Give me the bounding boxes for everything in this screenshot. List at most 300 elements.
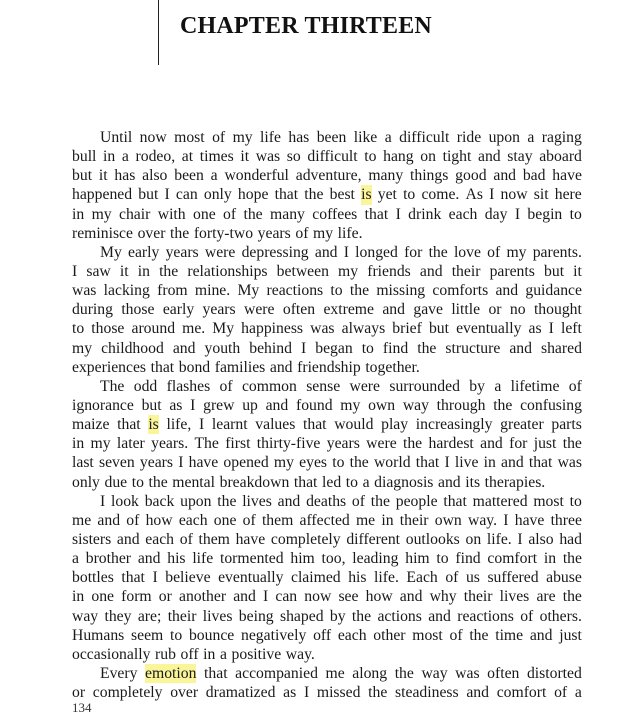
word: was <box>310 320 335 338</box>
word: missed <box>316 684 361 702</box>
word: I <box>517 530 523 548</box>
word: being <box>238 607 274 625</box>
word: in <box>72 588 85 606</box>
word: the <box>428 243 448 261</box>
word: hardest <box>428 435 474 453</box>
word: how <box>145 511 173 529</box>
word: wonderful <box>224 167 289 185</box>
word: life. <box>374 569 399 587</box>
word: another <box>179 588 227 606</box>
word: others. <box>539 607 582 625</box>
word: those <box>121 301 155 319</box>
word: like <box>353 129 378 146</box>
word: but <box>72 167 93 185</box>
word: most <box>533 492 564 510</box>
word: to <box>131 473 144 491</box>
word: the <box>159 262 179 280</box>
word: comforts <box>432 282 489 300</box>
word: one <box>193 205 216 223</box>
word: mental <box>172 473 215 491</box>
word: and <box>265 396 289 414</box>
word: no <box>509 301 526 319</box>
word: way. <box>468 511 498 529</box>
word: the <box>349 282 370 300</box>
word: difficult <box>307 148 358 166</box>
word: why <box>429 588 457 606</box>
word: years <box>326 435 360 453</box>
word: the <box>370 492 390 510</box>
word: affected <box>299 511 350 529</box>
word: of <box>219 377 233 395</box>
word: along <box>352 664 388 682</box>
word: most <box>412 626 443 644</box>
highlighted-word: is <box>148 416 159 434</box>
word: or <box>72 684 86 702</box>
word: own <box>434 511 462 529</box>
word: the <box>349 454 369 472</box>
text-line <box>72 607 582 626</box>
word: time <box>495 626 524 644</box>
word: aboard <box>539 148 582 166</box>
word: Each <box>406 569 438 587</box>
word: begin <box>527 205 563 223</box>
word: and <box>314 243 338 261</box>
word: brother <box>85 550 132 568</box>
word: and <box>509 339 532 357</box>
word: little <box>451 301 481 319</box>
word: eventually <box>456 320 522 338</box>
word: were <box>366 435 397 453</box>
word: upon <box>180 492 212 510</box>
word: have <box>552 167 582 185</box>
page-number: 134 <box>72 700 92 715</box>
word: to <box>72 320 85 338</box>
word: and <box>438 473 461 491</box>
word: negatively <box>240 626 307 644</box>
word: to <box>403 186 416 204</box>
word: of <box>520 607 534 625</box>
word: find <box>382 339 409 357</box>
word: only <box>203 186 232 204</box>
word: friends <box>367 262 411 280</box>
word: and <box>269 358 293 376</box>
word: families <box>214 358 266 376</box>
word: in <box>483 454 496 472</box>
word: raging <box>541 129 582 146</box>
word: bull <box>72 148 97 166</box>
word: a <box>219 645 227 663</box>
word: world <box>373 454 411 472</box>
word: My <box>237 282 260 300</box>
word: just <box>559 626 582 644</box>
word: greater <box>500 416 544 434</box>
word: to <box>569 492 582 510</box>
word: my <box>338 262 359 280</box>
word: saw <box>86 262 111 280</box>
word: difficult <box>399 129 450 146</box>
word: and <box>399 588 423 606</box>
word: adventure, <box>295 167 362 185</box>
word: mine. <box>194 282 231 300</box>
word: me <box>355 511 376 529</box>
word: reactions <box>457 607 514 625</box>
word: I <box>548 320 554 338</box>
word: that <box>121 569 145 587</box>
word: years <box>139 454 173 472</box>
word: parents. <box>532 243 582 261</box>
word: had <box>559 530 582 548</box>
word: lacking <box>103 282 150 300</box>
word: him <box>290 550 315 568</box>
word: eyes <box>299 454 328 472</box>
word: deaths <box>306 492 347 510</box>
word: in <box>543 550 557 568</box>
word: to <box>330 282 343 300</box>
word: at <box>181 148 194 166</box>
word: steadiness <box>395 684 459 702</box>
word: his <box>348 569 367 587</box>
word: thought <box>533 301 582 319</box>
word: the <box>394 664 414 682</box>
word: the <box>562 550 582 568</box>
word: was <box>72 282 97 300</box>
text-line <box>72 626 582 645</box>
word: abuse <box>546 569 582 587</box>
word: on <box>420 148 436 166</box>
word: lives <box>499 588 530 606</box>
word: have <box>235 530 266 548</box>
word: see <box>338 588 359 606</box>
word: for <box>509 435 528 453</box>
word: of <box>179 530 193 548</box>
word: and <box>428 607 451 625</box>
body-text <box>72 128 582 702</box>
word: a <box>527 129 535 146</box>
word: increasingly <box>415 416 493 434</box>
word: breakdown <box>219 473 290 491</box>
word: the <box>148 473 168 491</box>
highlighted-word: is <box>361 186 372 204</box>
word: of <box>554 684 568 702</box>
word: always <box>341 320 386 338</box>
word: me <box>325 664 345 682</box>
word: it <box>573 262 582 280</box>
word: friendship <box>297 358 361 376</box>
word: to <box>170 626 183 644</box>
word: but <box>141 396 162 414</box>
word: from <box>157 282 188 300</box>
word: ignorance <box>72 396 134 414</box>
word: I <box>303 684 310 702</box>
word: of <box>223 205 237 223</box>
word: surrounded <box>389 377 460 395</box>
word: them <box>198 530 230 548</box>
word: each <box>448 205 478 223</box>
word: of <box>487 243 501 261</box>
word: depressing <box>241 243 309 261</box>
word: lives <box>202 607 233 625</box>
word: a <box>494 377 502 395</box>
word: lifetime <box>510 377 560 395</box>
word: people <box>395 492 438 510</box>
word: were <box>349 377 380 395</box>
word: lives <box>242 492 272 510</box>
word: can <box>275 588 298 606</box>
word: their <box>451 262 481 280</box>
word: way <box>402 396 429 414</box>
word: seem <box>131 626 164 644</box>
word: are <box>536 588 556 606</box>
word: behind <box>249 339 292 357</box>
word: most <box>174 129 205 146</box>
word: therapies. <box>484 473 546 491</box>
word: extreme <box>323 301 374 319</box>
text-line <box>72 166 582 185</box>
word: the <box>402 435 423 453</box>
word: I <box>503 511 509 529</box>
word: that <box>303 416 327 434</box>
word: bad <box>522 167 546 185</box>
word: eventually <box>218 569 284 587</box>
word: shaped <box>279 607 324 625</box>
text-line <box>72 530 582 549</box>
word: to <box>364 148 377 166</box>
word: good <box>455 167 487 185</box>
word: it <box>240 148 250 166</box>
word: by <box>329 607 346 625</box>
word: bottles <box>72 569 114 587</box>
word: confusing <box>520 396 582 414</box>
word: way. <box>285 645 315 663</box>
word: rub <box>155 645 176 663</box>
word: often <box>487 664 520 682</box>
word: been <box>174 167 204 185</box>
word: us <box>465 569 480 587</box>
word: outlooks <box>405 530 460 548</box>
word: odd <box>133 377 158 395</box>
word: my <box>313 224 334 242</box>
word: missing <box>376 282 426 300</box>
word: my <box>506 243 527 261</box>
word: its <box>465 473 481 491</box>
word: hang <box>383 148 414 166</box>
word: the <box>562 588 582 606</box>
word: together. <box>365 358 420 376</box>
text-line <box>72 185 582 204</box>
word: distorted <box>526 664 582 682</box>
word: just <box>533 435 557 453</box>
word: my <box>340 396 361 414</box>
word: in <box>137 262 150 280</box>
word: The <box>100 377 125 395</box>
word: I <box>72 262 78 280</box>
word: in <box>103 148 116 166</box>
word: learnt <box>211 416 248 434</box>
word: life. <box>337 224 363 242</box>
word: it <box>119 262 129 280</box>
word: tight <box>442 148 472 166</box>
word: me <box>72 511 92 529</box>
word: the <box>217 492 237 510</box>
word: their <box>463 588 493 606</box>
word: to <box>345 473 358 491</box>
word: due <box>104 473 128 491</box>
word: that <box>117 416 141 434</box>
word: first <box>225 435 251 453</box>
word: ride <box>456 129 482 146</box>
word: tormented <box>219 550 284 568</box>
word: I <box>514 205 521 223</box>
word: look <box>111 492 139 510</box>
word: own <box>368 396 396 414</box>
word: different <box>346 530 401 548</box>
word: of <box>449 626 463 644</box>
word: can <box>175 186 198 204</box>
word: also <box>142 167 168 185</box>
word: upon <box>488 129 520 146</box>
word: years <box>165 243 199 261</box>
word: The <box>194 435 219 453</box>
word: many <box>270 205 305 223</box>
word: have <box>514 511 545 529</box>
word: but <box>138 186 159 204</box>
text-line <box>72 453 582 472</box>
word: also <box>528 530 554 548</box>
word: began <box>315 339 353 357</box>
word: rodeo, <box>135 148 176 166</box>
word: life <box>260 129 281 146</box>
word: the <box>469 626 489 644</box>
word: forty-two <box>193 224 254 242</box>
text-line <box>72 568 582 587</box>
word: my <box>91 205 112 223</box>
word: suffered <box>487 569 539 587</box>
word: find <box>455 550 481 568</box>
word: a <box>362 473 370 491</box>
word: I <box>262 588 269 606</box>
word: stay <box>507 148 533 166</box>
word: years. <box>151 435 189 453</box>
word: other <box>373 626 406 644</box>
word: times <box>199 148 234 166</box>
word: relationships <box>187 262 268 280</box>
word: that <box>415 454 440 472</box>
word: would <box>334 416 374 434</box>
word: brief <box>392 320 422 338</box>
word: I <box>343 243 349 261</box>
word: a <box>574 684 582 702</box>
word: values <box>255 416 296 434</box>
text-line <box>72 262 582 281</box>
word: but <box>544 262 565 280</box>
word: day <box>484 205 508 223</box>
word: chair <box>119 205 151 223</box>
word: led <box>322 473 342 491</box>
word: to <box>332 454 345 472</box>
word: seven <box>98 454 135 472</box>
word: as <box>169 396 183 414</box>
word: often <box>282 301 316 319</box>
word: was <box>455 664 480 682</box>
word: each <box>178 511 208 529</box>
word: been <box>316 129 347 146</box>
word: my <box>72 339 93 357</box>
text-line <box>72 645 582 664</box>
word: back <box>144 492 175 510</box>
word: a <box>121 148 129 166</box>
word: that <box>364 205 389 223</box>
text-line <box>72 683 582 702</box>
word: left <box>560 320 582 338</box>
word: I <box>164 186 170 204</box>
word: and <box>382 301 405 319</box>
word: dramatized <box>205 684 276 702</box>
word: of <box>242 511 256 529</box>
word: a <box>384 129 392 146</box>
word: of <box>126 511 140 529</box>
word: him <box>405 550 430 568</box>
word: to <box>569 205 582 223</box>
word: I <box>489 186 495 204</box>
word: and <box>466 684 489 702</box>
word: life. <box>486 530 512 548</box>
text-line <box>72 415 582 434</box>
word: happiness <box>241 320 304 338</box>
word: way <box>72 607 99 625</box>
text-line <box>72 587 582 606</box>
word: structure <box>445 339 501 357</box>
word: and <box>116 530 140 548</box>
text-line <box>72 224 582 243</box>
word: yet <box>377 186 397 204</box>
word: it <box>98 167 108 185</box>
word: Until <box>100 129 133 146</box>
word: thirty-five <box>256 435 321 453</box>
word: best <box>329 186 355 204</box>
word: in <box>72 205 85 223</box>
text-line <box>72 377 582 396</box>
word: one <box>91 588 114 606</box>
word: each <box>145 530 175 548</box>
word: My <box>100 243 122 261</box>
word: too, <box>321 550 346 568</box>
word: were <box>204 243 236 261</box>
text-line <box>72 358 582 377</box>
word: years <box>202 301 236 319</box>
word: later <box>116 435 145 453</box>
word: of <box>212 129 226 146</box>
word: my <box>232 129 253 146</box>
word: diagnosis <box>374 473 434 491</box>
word: was <box>557 454 582 472</box>
word: positive <box>231 645 282 663</box>
word: way <box>421 664 448 682</box>
word: have <box>188 454 219 472</box>
word: each <box>337 626 367 644</box>
word: off <box>180 645 199 663</box>
word: completely <box>92 684 163 702</box>
word: here <box>554 186 582 204</box>
word: me. <box>182 320 206 338</box>
word: over <box>170 684 199 702</box>
word: Every <box>100 664 138 682</box>
word: that <box>443 492 467 510</box>
word: shared <box>540 339 582 357</box>
word: in <box>72 435 85 453</box>
word: I <box>444 454 450 472</box>
word: around <box>131 320 176 338</box>
word: how <box>365 588 393 606</box>
